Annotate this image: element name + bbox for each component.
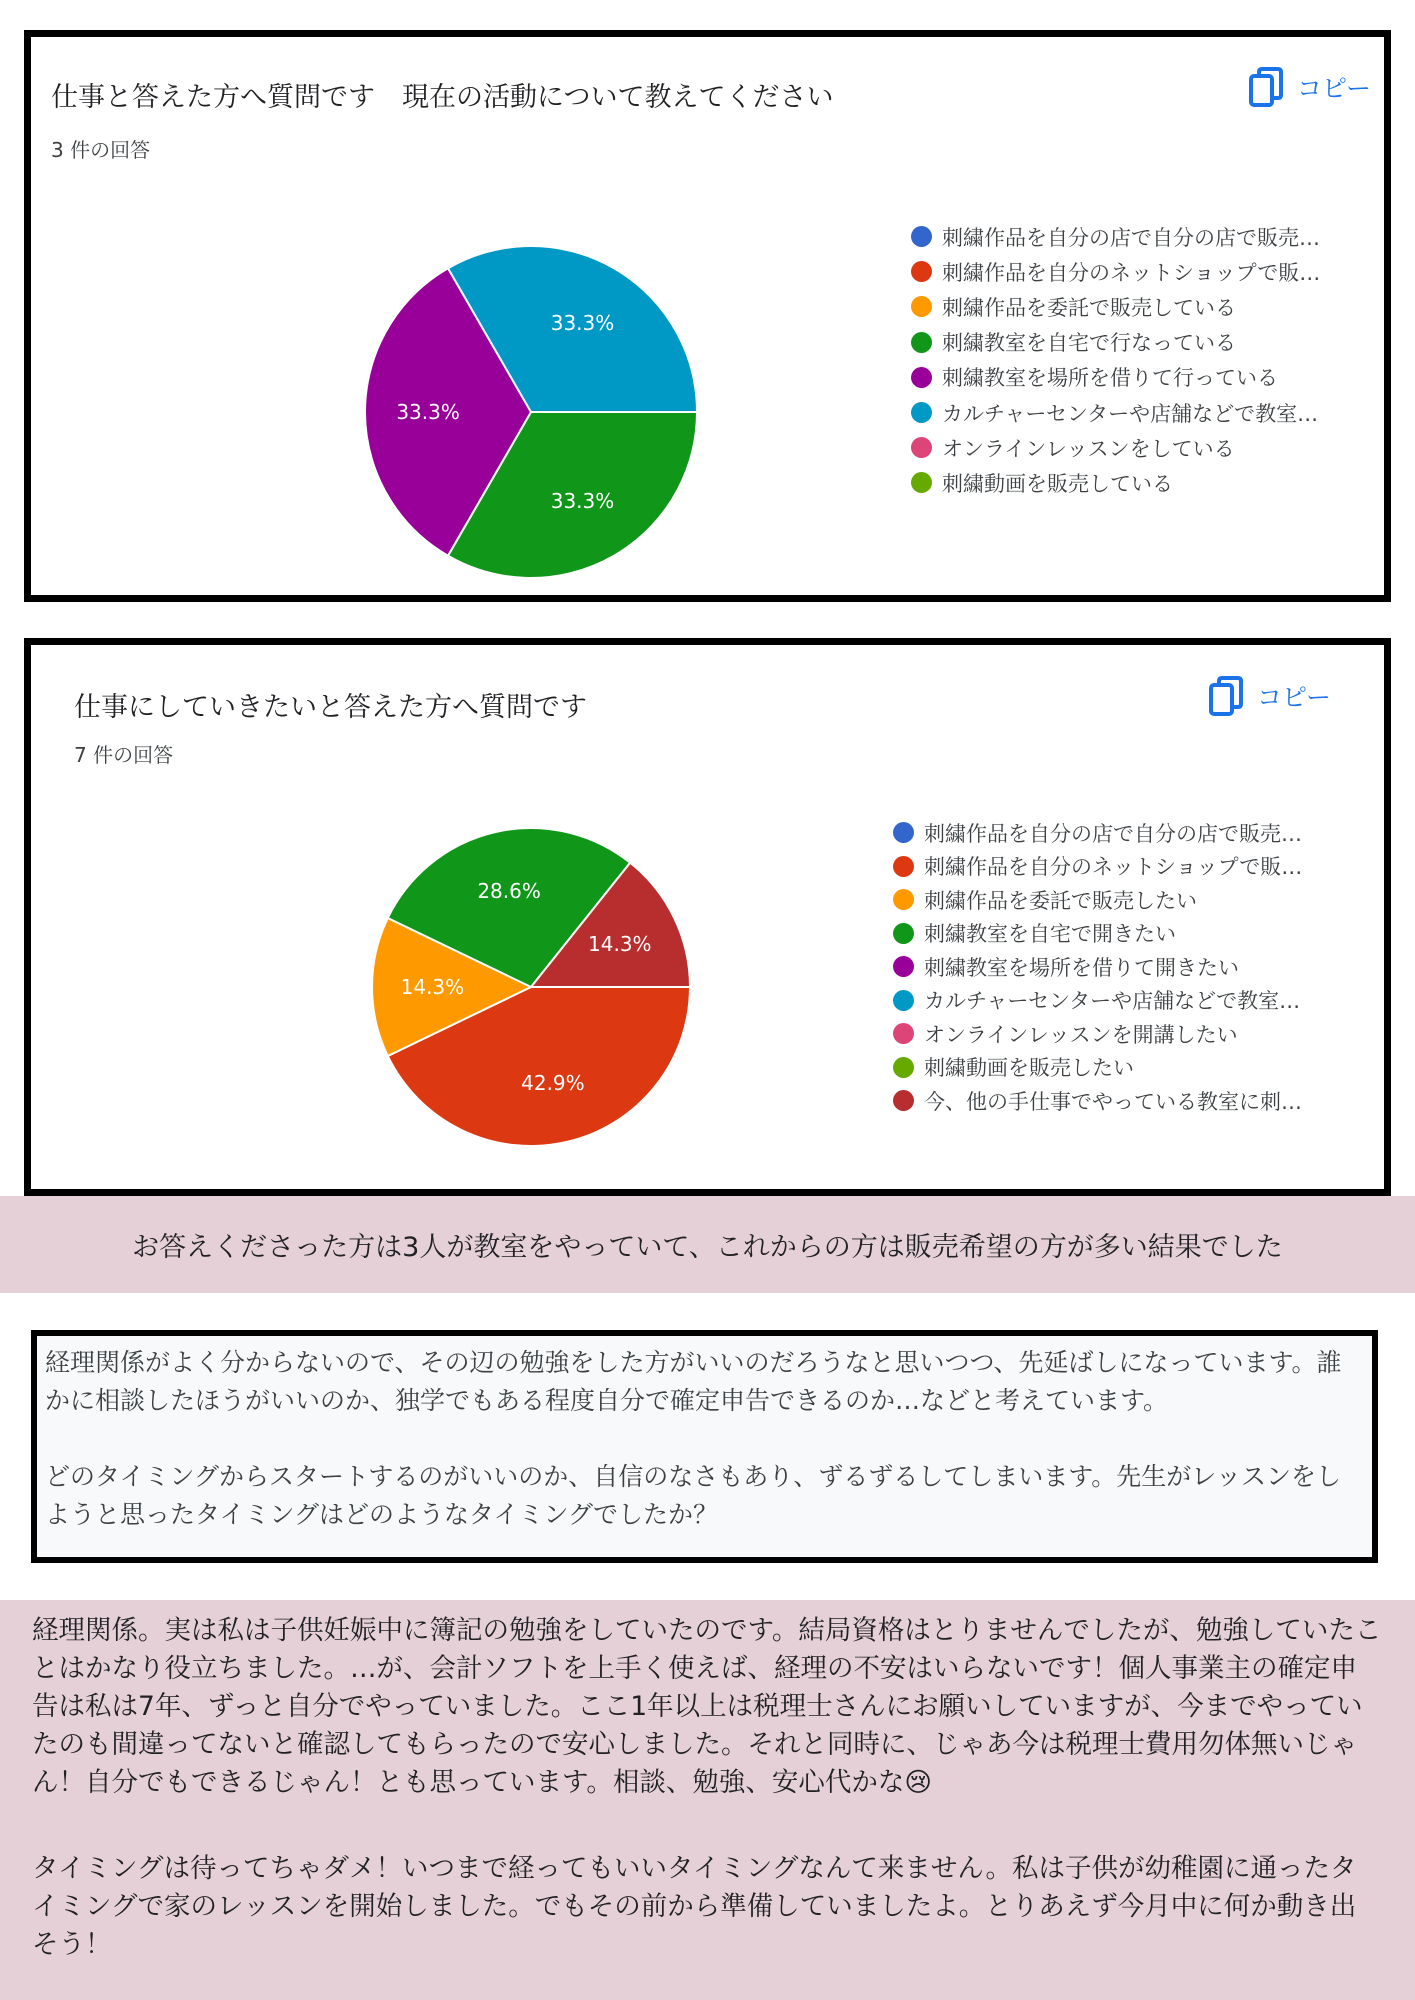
pie-slice-label: 28.6% [477, 878, 541, 903]
response-count: 7 件の回答 [74, 743, 174, 767]
legend-swatch [893, 889, 914, 910]
legend-label: 刺繍作品を自分の店で自分の店で販売… [924, 821, 1302, 846]
legend-label: 刺繍作品を委託で販売している [942, 295, 1236, 320]
copy-icon [1249, 67, 1283, 107]
chart-legend [911, 219, 1320, 501]
legend-swatch [893, 923, 914, 944]
legend-swatch [911, 296, 932, 317]
legend-label: 今、他の手仕事でやっている教室に刺… [924, 1089, 1302, 1114]
question-paragraph-timing: どのタイミングからスタートするのがいいのか、自信のなさもあり、ずるずるしてしまいます。先生がレッスンをしようと思ったタイミングはどのようなタイミングでしたか？ [45, 1462, 1342, 1529]
legend-label: 刺繍作品を自分の店で自分の店で販売… [942, 225, 1320, 250]
legend-item [893, 1017, 1302, 1051]
legend-swatch [893, 856, 914, 877]
legend-label: 刺繍作品を自分のネットショップで販… [942, 260, 1321, 285]
chart-legend [893, 816, 1302, 1118]
legend-swatch [911, 402, 932, 423]
pie-slice-label: 33.3% [396, 400, 460, 424]
legend-swatch [893, 1023, 914, 1044]
pie-slice-label: 42.9% [521, 1071, 585, 1096]
copy-icon [1209, 676, 1243, 716]
legend-item [893, 850, 1302, 884]
legend-swatch [893, 1057, 914, 1078]
legend-item [893, 950, 1302, 984]
card-title: 仕事と答えた方へ質問です 現在の活動について教えてください [51, 82, 834, 113]
pie-chart-current-activity [331, 212, 731, 612]
legend-item [893, 883, 1302, 917]
pie-slice-label: 14.3% [588, 932, 652, 957]
legend-label: 刺繍教室を場所を借りて行っている [942, 366, 1278, 391]
answer-paragraph-accounting: 経理関係。実は私は子供妊娠中に簿記の勉強をしていたのです。結局資格はとりませんでしたが、勉強していたことはかなり役立ちました。…が、会計ソフトを上手く使えば、経理の不安はいらないです！個人事業主の確定申告は私は7年、ずっと自分でやっていました。ここ1年以上は税理士さんにお願いしていますが、今までやっていたのも間違ってないと確認してもらったので安心しました。それと同時に、じゃあ今は税理士費用勿体無いじゃん！自分でもできるじゃん！とも思っています。相談、勉強、安心代かな😢 [32, 1615, 1382, 1798]
legend-swatch [911, 437, 932, 458]
legend-label: 刺繍作品を自分のネットショップで販… [924, 855, 1303, 880]
legend-label: オンラインレッスンをしている [942, 436, 1235, 461]
legend-swatch [911, 261, 932, 282]
legend-label: 刺繍教室を場所を借りて開きたい [924, 955, 1239, 980]
legend-swatch [893, 956, 914, 977]
legend-item [893, 984, 1302, 1018]
legend-swatch [911, 472, 932, 493]
survey-card-future-work [24, 638, 1391, 1196]
survey-card-current-activity [24, 30, 1391, 602]
copy-button[interactable] [1209, 676, 1331, 716]
legend-item [893, 816, 1302, 850]
legend-item [911, 465, 1320, 500]
legend-item [911, 360, 1320, 395]
question-box [31, 1330, 1378, 1563]
copy-button[interactable] [1249, 67, 1371, 107]
pie-slice-label: 33.3% [550, 310, 615, 335]
response-count: 3 件の回答 [51, 138, 151, 162]
question-paragraph-accounting: 経理関係がよく分からないので、その辺の勉強をした方がいいのだろうなと思いつつ、先延ばしになっています。誰かに相談したほうがいいのか、独学でもある程度自分で確定申告できるのか…などと考えています。 [45, 1348, 1342, 1415]
legend-item [911, 219, 1320, 254]
answer-paragraph-timing: タイミングは待ってちゃダメ！いつまで経ってもいいタイミングなんて来ません。私は子供が幼稚園に通ったタイミングで家のレッスンを開始しました。でもその前から準備していましたよ。とりあえず今月中に何か動き出そう！ [32, 1853, 1357, 1960]
summary-band [0, 1196, 1415, 1293]
legend-swatch [893, 822, 914, 843]
legend-item [911, 254, 1320, 289]
pie-chart-future-work [331, 795, 731, 1195]
legend-label: 刺繍動画を販売したい [924, 1056, 1134, 1081]
summary-text: お答えくださった方は3人が教室をやっていて、これからの方は販売希望の方が多い結果でした [132, 1232, 1283, 1263]
legend-item [893, 917, 1302, 951]
legend-label: カルチャーセンターや店舗などで教室… [924, 989, 1301, 1014]
pie-slice-label: 14.3% [400, 975, 465, 999]
legend-item [893, 1051, 1302, 1085]
legend-item [911, 325, 1320, 360]
legend-label: 刺繍教室を自宅で開きたい [924, 922, 1176, 947]
legend-label: 刺繍動画を販売している [942, 471, 1173, 496]
legend-label: カルチャーセンターや店舗などで教室… [942, 401, 1319, 426]
legend-item [911, 289, 1320, 324]
legend-swatch [911, 367, 932, 388]
legend-item [893, 1084, 1302, 1118]
legend-item [911, 430, 1320, 465]
legend-label: オンラインレッスンを開講したい [924, 1022, 1238, 1047]
legend-swatch [911, 332, 932, 353]
legend-swatch [893, 990, 914, 1011]
legend-item [911, 395, 1320, 430]
legend-swatch [911, 226, 932, 247]
legend-swatch [893, 1090, 914, 1111]
answer-band [0, 1600, 1415, 2000]
copy-label: コピー [1257, 683, 1332, 712]
pie-slice-label: 33.3% [550, 489, 615, 514]
copy-label: コピー [1297, 74, 1372, 103]
card-title: 仕事にしていきたいと答えた方へ質問です [74, 692, 587, 723]
legend-label: 刺繍作品を委託で販売したい [924, 888, 1197, 913]
legend-label: 刺繍教室を自宅で行なっている [942, 331, 1236, 356]
